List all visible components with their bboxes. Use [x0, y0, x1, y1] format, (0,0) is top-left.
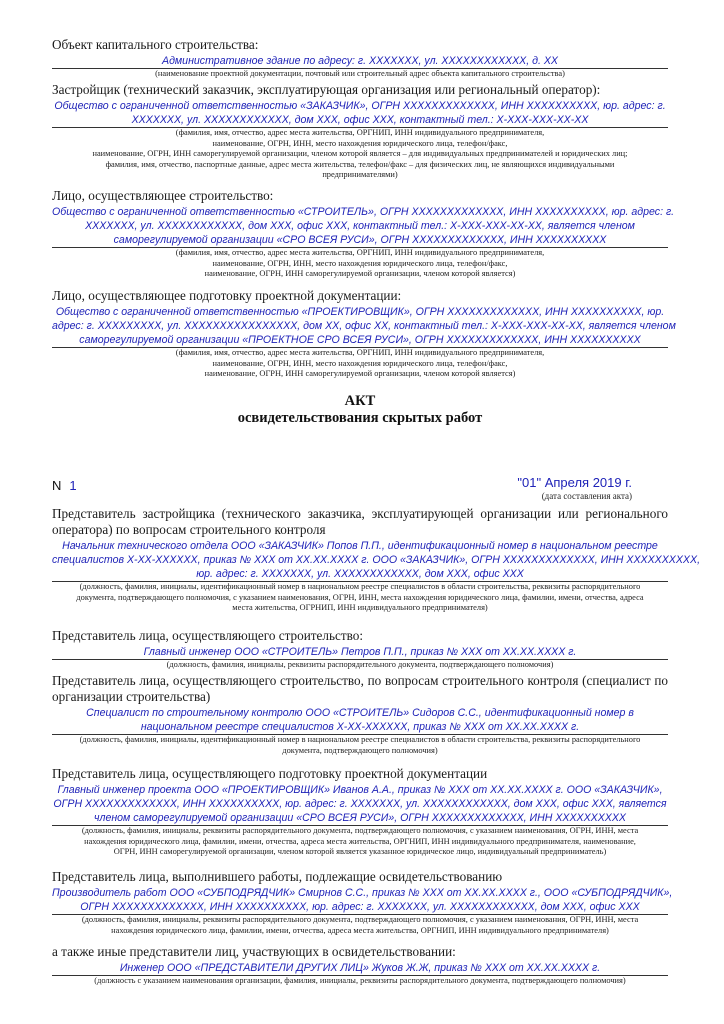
hint-line: (фамилия, имя, отчество, адрес места жительства, ОРГНИП, ИНН индивидуального предпринимателя,: [175, 248, 545, 257]
rep-others-hint: [52, 976, 668, 987]
hint-line: места жительства, ОГРНИП, ИНН индивидуального предпринимателя): [232, 603, 488, 612]
value-line: XXXXXXX, ул. XXXXXXXXXXXX, дом XXX, офис XXX, контактный тел.: X-XXX-XXX-XX-XX: [131, 114, 589, 126]
rep-contractor-hint: [52, 915, 668, 936]
value-line: саморегулируемой организации «СРО ВСЕЯ РУСИ», ОГРН XXXXXXXXXXXXX, ИНН XXXXXXXXXX: [113, 234, 607, 246]
value-line: Общество с ограниченной ответственностью «СТРОИТЕЛЬ», ОГРН XXXXXXXXXXXXX, ИНН XXXXXXXXXX, юр. адрес: г.: [52, 206, 675, 218]
rep-contractor-section: [52, 869, 673, 936]
designer-hint: [52, 348, 668, 380]
designer-value: [52, 305, 676, 347]
hint-line: наименование, ОГРН, ИНН саморегулируемой организации, членом которой является – для индивидуальных предпринимателей и юридических лиц;: [92, 149, 628, 158]
object-hint: [52, 69, 668, 80]
hint-line: наименование, ОГРН, ИНН саморегулируемой организации, членом которой является): [204, 269, 516, 278]
act-date: "01" Апреля 2019 г.: [517, 475, 632, 490]
hint-line: нахождения юридического лица, фамилии, имени, отчества, адреса места жительства, ОРГНИП, ИНН индивидуального предпринимателя): [111, 925, 609, 935]
act-number: [52, 478, 77, 493]
object-section: [52, 37, 668, 80]
rep-developer-value: [52, 539, 701, 581]
rep-designer-value: [52, 783, 668, 825]
hint-line: наименование, ОГРН, ИНН, место нахождения юридического лица, телефон/факс,: [212, 258, 508, 268]
hint-line: (должность, фамилия, инициалы, идентификационный номер в национальном реестре специалистов в области строительства, реквизиты распорядительного: [79, 582, 641, 591]
value-line: членом саморегулируемой организации «СРО ВСЕЯ РУСИ», ОГРН XXXXXXXXXXXXX, ИНН XXXXXXXXXX: [93, 812, 626, 824]
hint-line: ОГРН, ИНН саморегулируемой организации, членом которой является указанное юридическое лицо, индивидуальный предприниматель): [113, 847, 607, 856]
developer-hint: [52, 128, 668, 181]
value-line: Начальник технического отдела ООО «ЗАКАЗЧИК» Попов П.П., идентификационный номер в национальном реестре: [62, 540, 658, 552]
value-line: ОГРН XXXXXXXXXXXXX, ИНН XXXXXXXXXX, юр. адрес: г. XXXXXXX, ул. XXXXXXXXXXXX, дом XXX, офис XXX, является: [53, 798, 667, 810]
developer-section: [52, 82, 668, 181]
value-line: ОГРН XXXXXXXXXXXXX, ИНН XXXXXXXXXX, юр. адрес: г. XXXXXXX, ул. XXXXXXXXXXXX, дом XXX, офис XXX: [80, 901, 640, 913]
builder-label: Лицо, осуществляющее строительство:: [52, 188, 274, 203]
builder-value: [52, 205, 675, 247]
act-date-caption: (дата составления акта): [541, 491, 632, 501]
hint-line: фамилия, имя, отчество, паспортные данные, адрес места жительства, телефон/факс – для физических лиц, не являющихся индивидуальными: [105, 159, 615, 169]
hint-line: (должность, фамилия, инициалы, идентификационный номер в национальном реестре специалистов в области строительства, реквизиты распорядительного: [79, 735, 641, 744]
rep-designer-label: Представитель лица, осуществляющего подготовку проектной документации: [52, 766, 488, 781]
designer-label: Лицо, осуществляющее подготовку проектной документации:: [52, 288, 402, 303]
hint-line: (фамилия, имя, отчество, адрес места жительства, ОРГНИП, ИНН индивидуального предпринимателя,: [175, 348, 545, 357]
value-line: XXXXXXX, ул. XXXXXXXXXXXX, дом XXX, офис XXX, контактный тел.: X-XXX-XXX-XX-XX, является членом: [85, 220, 635, 232]
hint-line: (должность, фамилия, инициалы, реквизиты распорядительного документа, подтверждающего полномочия, с указанием наименования, ОГРН, ИНН, места: [81, 915, 639, 924]
act-number-value: 1: [69, 478, 77, 493]
builder-hint: [52, 248, 668, 280]
object-value: [52, 54, 668, 68]
rep-others-label: а также иные представители лиц, участвующих в освидетельствовании:: [52, 944, 456, 959]
value-line: Общество с ограниченной ответственностью «ПРОЕКТИРОВЩИК», ОГРН XXXXXXXXXXXXX, ИНН XXXXXXXXXX, юр.: [55, 306, 665, 318]
hint-line: документа, подтверждающего полномочия): [282, 745, 438, 755]
value-line: Производитель работ ООО «СУБПОДРЯДЧИК» Смирнов С.С., приказ № XXX от XX.XX.XXXX г., ООО «СУБПОДРЯДЧИК»,: [52, 887, 673, 899]
hint-line: наименование, ОГРН, ИНН, место нахождения юридического лица, телефон/факс,: [212, 138, 508, 148]
developer-value: [52, 99, 668, 127]
value-line: национальном реестре специалистов X-XX-XXXXXX, приказ № XXX от XX.XX.XXXX г.: [140, 721, 580, 733]
rep-builder-value: [52, 645, 668, 659]
hint-line: наименование, ОГРН, ИНН саморегулируемой организации, членом которой является): [204, 369, 516, 378]
value-line: Главный инженер проекта ООО «ПРОЕКТИРОВЩИК» Иванов А.А., приказ № XXX от XX.XX.XXXX г. ООО «ЗАКАЗЧИК»,: [57, 784, 663, 796]
hint-line: (должность, фамилия, инициалы, реквизиты распорядительного документа, подтверждающего полномочия): [166, 660, 554, 669]
hint-line: (должность с указанием наименования организации, фамилия, инициалы, реквизиты распорядительного документа, подтверждающего полномочия): [94, 976, 626, 985]
act-number-label: N: [52, 478, 62, 493]
rep-builder-label: Представитель лица, осуществляющего строительство:: [52, 628, 363, 643]
value-line: Административное здание по адресу: г. XXXXXXX, ул. XXXXXXXXXXXX, д. XX: [162, 55, 558, 67]
value-line: Главный инженер ООО «СТРОИТЕЛЬ» Петров П.П., приказ № XXX от XX.XX.XXXX г.: [143, 646, 577, 658]
rep-builder-control-value: [52, 706, 668, 734]
rep-builder-control-label: Представитель лица, осуществляющего строительство, по вопросам строительного контроля (специалист по организации строительства): [52, 673, 668, 704]
hint-line: предпринимателями): [322, 170, 398, 179]
rep-developer-label: Представитель застройщика (технического заказчика, эксплуатирующей организации или регионального оператора) по вопросам строительного контроля: [52, 506, 668, 537]
builder-section: [52, 188, 675, 280]
value-line: юр. адрес: г. XXXXXXX, ул. XXXXXXXXXXXX, дом XXX, офис XXX: [196, 568, 524, 580]
developer-label: Застройщик (технический заказчик, эксплуатирующая организация или региональный оператор):: [52, 82, 601, 97]
rep-others-section: [52, 944, 668, 987]
hint-line: нахождения юридического лица, фамилии, имени, отчества, адреса места жительства, ОРГНИП, ИНН индивидуального предпринимателя, наименование,: [84, 836, 636, 846]
act-subtitle: освидетельствования скрытых работ: [237, 410, 483, 426]
value-line: адрес: г. XXXXXXXXX, ул. XXXXXXXXXXXXXXXX, дом XX, офис XX, контактный тел.: X-XXX-XXX-XX-XX, является членом: [52, 320, 676, 332]
value-line: Специалист по строительному контролю ООО «СТРОИТЕЛЬ» Сидоров С.С., идентификационный номер в: [86, 707, 634, 719]
hint-line: документа, подтверждающего полномочия, с указанием наименования, ОГРН, ИНН, места нахождения юридического лица, фамилии, имени, отчества, адреса: [76, 592, 644, 602]
rep-others-value: [52, 961, 668, 975]
rep-builder-control-section: [52, 673, 668, 756]
rep-builder-control-hint: [52, 735, 668, 756]
rep-designer-hint: [52, 826, 668, 858]
rep-contractor-value: [52, 886, 673, 914]
value-line: специалистов X-XX-XXXXXX, приказ № XXX от XX.XX.XXXX г. ООО «ЗАКАЗЧИК», ОГРН XXXXXXXXXXXXX, ИНН XXXXXXXXXX,: [52, 554, 701, 566]
value-line: саморегулируемой организации «ПРОЕКТНОЕ СРО ВСЕЯ РУСИ», ОГРН XXXXXXXXXXXXX, ИНН XXXXXXXXXX: [79, 334, 641, 346]
hint-line: (должность, фамилия, инициалы, реквизиты распорядительного документа, подтверждающего полномочия, с указанием наименования, ОГРН, ИНН, места: [81, 826, 639, 835]
rep-developer-hint: [52, 582, 668, 614]
rep-contractor-label: Представитель лица, выполнившего работы, подлежащие освидетельствованию: [52, 869, 503, 884]
rep-builder-hint: [52, 660, 668, 671]
hint-line: наименование, ОГРН, ИНН, место нахождения юридического лица, телефон/факс,: [212, 358, 508, 368]
value-line: Общество с ограниченной ответственностью «ЗАКАЗЧИК», ОГРН XXXXXXXXXXXXX, ИНН XXXXXXXXXX, юр. адрес: г.: [54, 100, 666, 112]
rep-developer-section: [52, 506, 701, 614]
hint-line: (фамилия, имя, отчество, адрес места жительства, ОРГНИП, ИНН индивидуального предпринимателя,: [175, 128, 545, 137]
object-label: Объект капитального строительства:: [52, 37, 259, 52]
act-title: АКТ: [344, 393, 376, 409]
rep-builder-section: [52, 628, 668, 671]
designer-section: [52, 288, 676, 380]
rep-designer-section: [52, 766, 668, 858]
value-line: Инженер ООО «ПРЕДСТАВИТЕЛИ ДРУГИХ ЛИЦ» Жуков Ж.Ж, приказ № XXX от XX.XX.XXXX г.: [119, 962, 601, 974]
hint-line: (наименование проектной документации, почтовый или строительный адрес объекта капитального строительства): [155, 69, 565, 78]
